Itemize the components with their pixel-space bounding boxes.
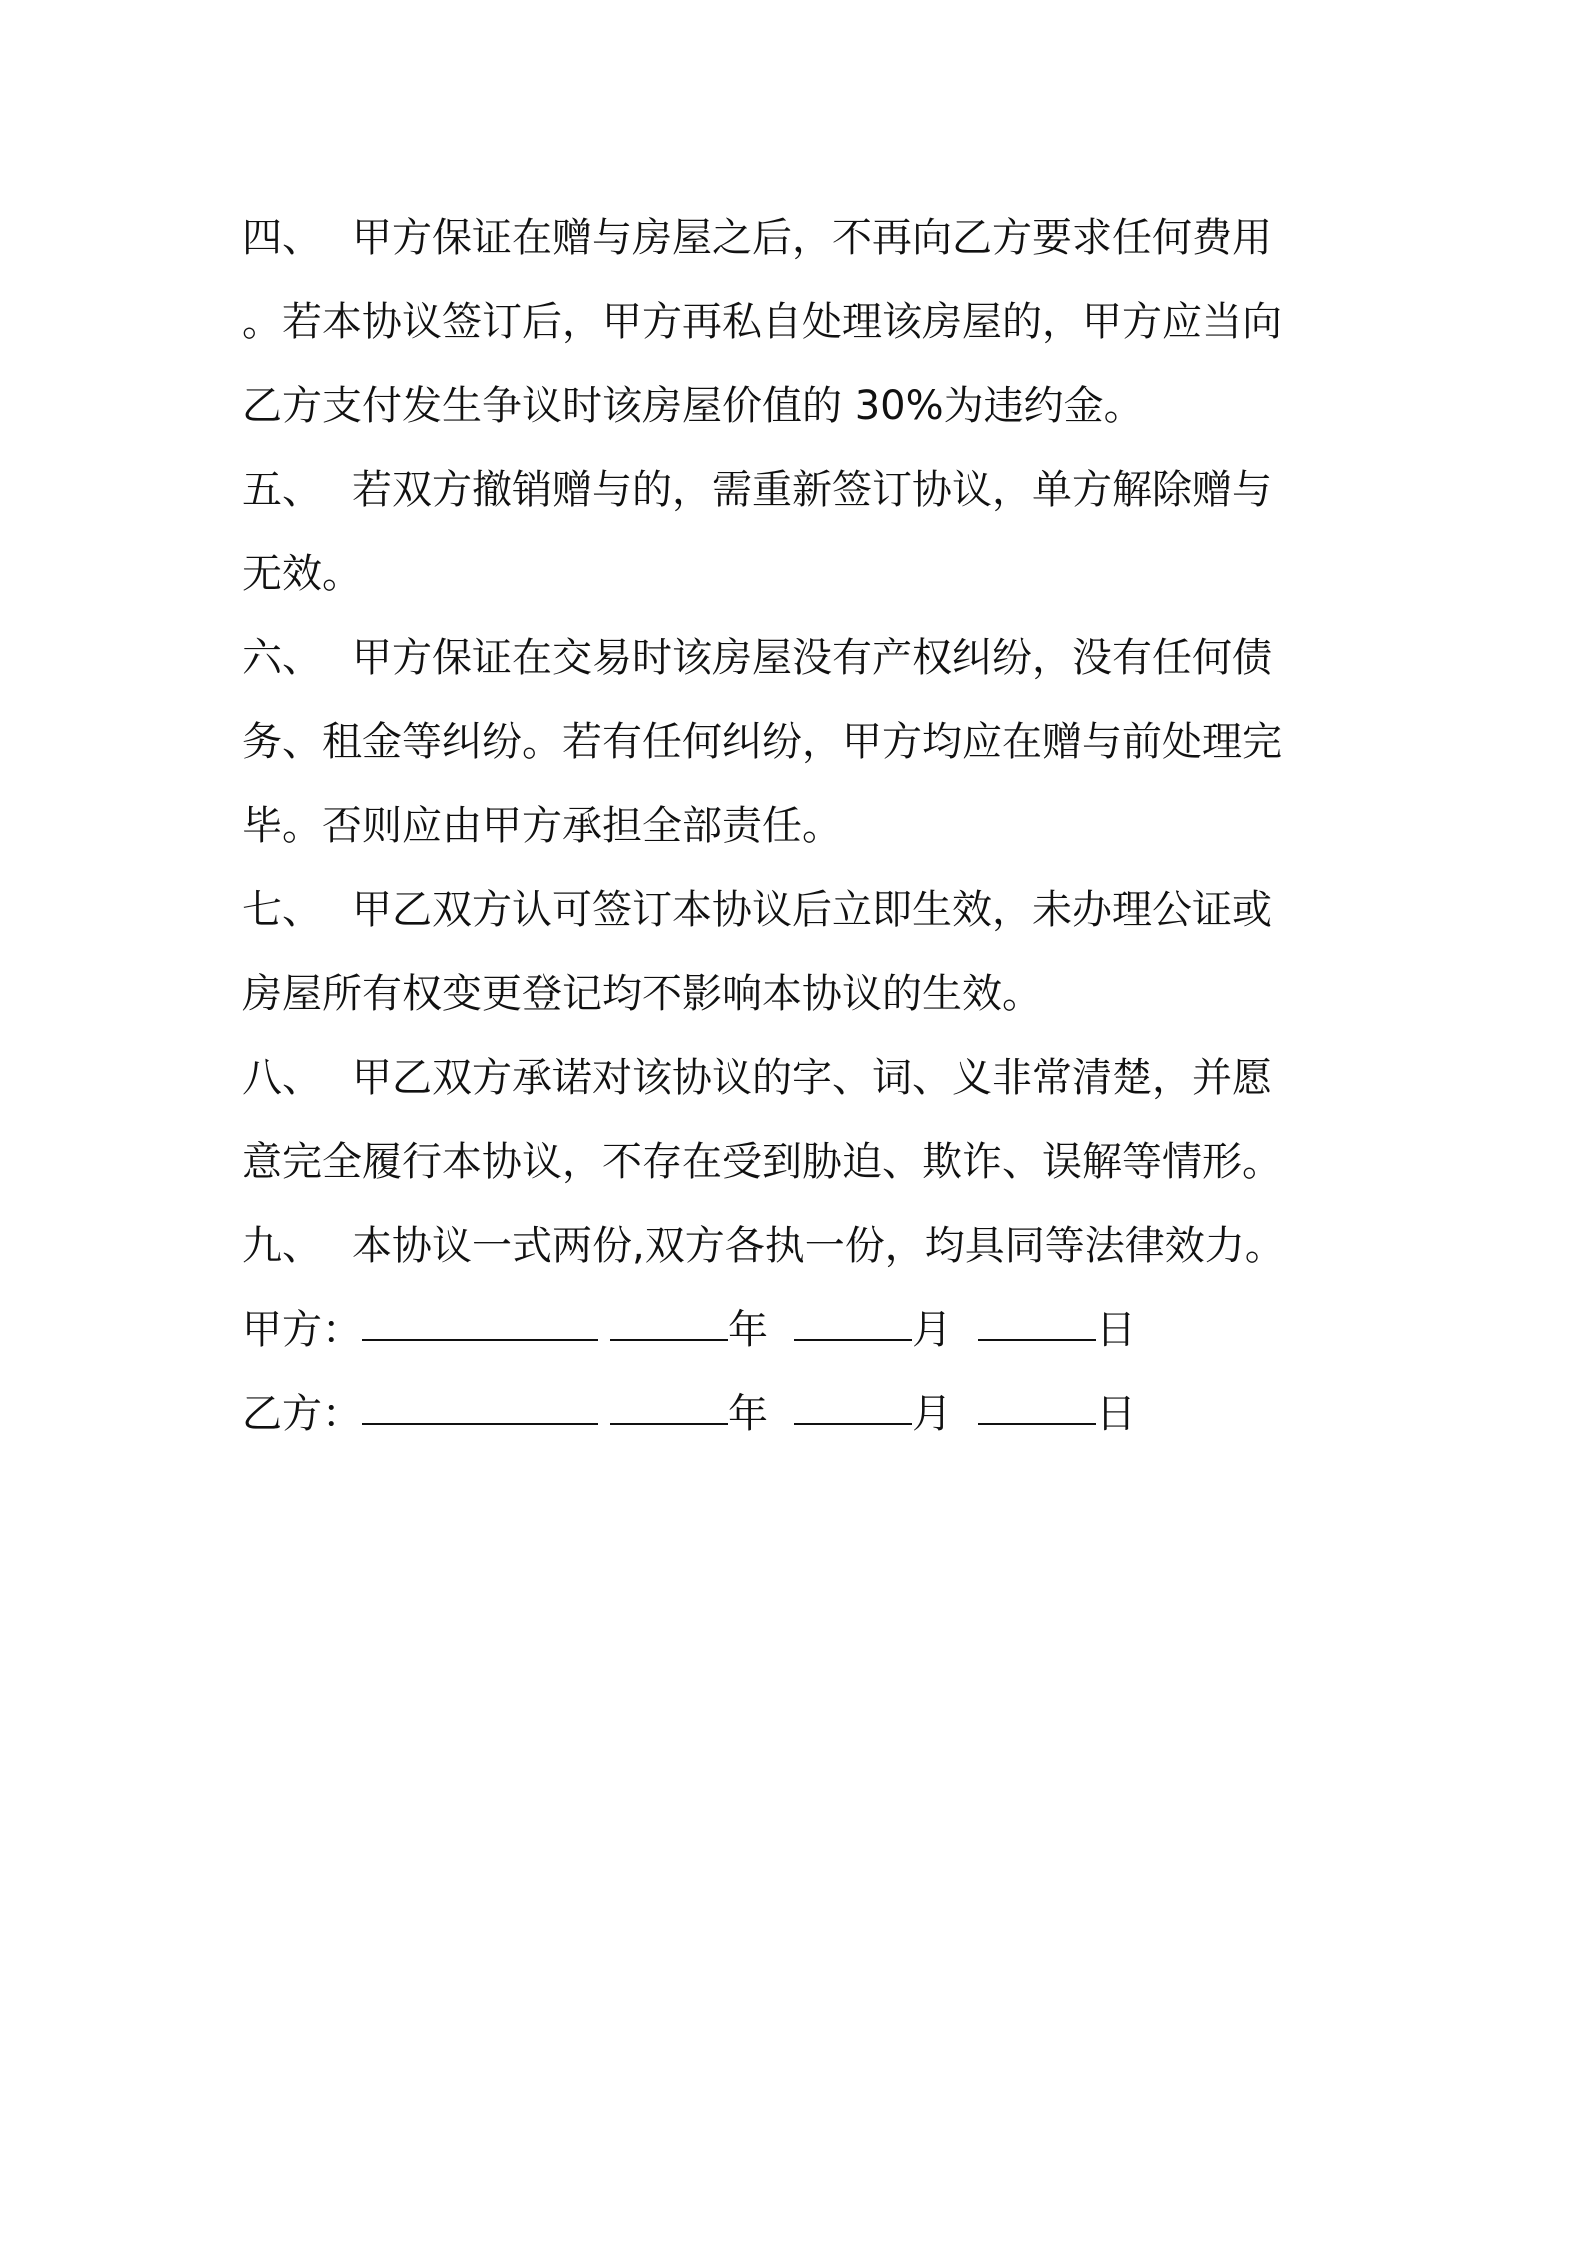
clause-number: 六、 xyxy=(242,635,322,681)
signature-blank[interactable] xyxy=(362,1383,598,1425)
day-blank[interactable] xyxy=(978,1299,1096,1341)
clause-text-line: 无效。 xyxy=(242,551,362,597)
clause-number: 八、 xyxy=(242,1055,322,1101)
clause-text-line: 毕。否则应由甲方承担全部责任。 xyxy=(242,803,842,849)
year-blank[interactable] xyxy=(610,1299,728,1341)
year-label: 年 xyxy=(728,1391,768,1437)
clause-text-line: 房屋所有权变更登记均不影响本协议的生效。 xyxy=(242,971,1042,1017)
month-blank[interactable] xyxy=(794,1299,912,1341)
month-label: 月 xyxy=(912,1307,952,1353)
month-label: 月 xyxy=(912,1391,952,1437)
document-page xyxy=(242,196,1362,1456)
clause-4 xyxy=(242,196,1362,448)
clause-text-line: 务、租金等纠纷。若有任何纠纷，甲方均应在赠与前处理完 xyxy=(242,719,1282,765)
day-label: 日 xyxy=(1096,1307,1136,1353)
signature-row-party-b xyxy=(242,1372,1362,1456)
clause-number: 七、 xyxy=(242,887,322,933)
clause-text-line: 甲方保证在交易时该房屋没有产权纠纷，没有任何债 xyxy=(352,635,1272,681)
clause-text-line: 意完全履行本协议，不存在受到胁迫、欺诈、误解等情形。 xyxy=(242,1139,1282,1185)
month-blank[interactable] xyxy=(794,1383,912,1425)
clause-7 xyxy=(242,868,1362,1036)
day-blank[interactable] xyxy=(978,1383,1096,1425)
clause-text-line: 甲方保证在赠与房屋之后，不再向乙方要求任何费用 xyxy=(352,215,1272,261)
clause-text-line: 乙方支付发生争议时该房屋价值的 30%为违约金。 xyxy=(242,383,1144,429)
signature-blank[interactable] xyxy=(362,1299,598,1341)
clause-9 xyxy=(242,1204,1362,1288)
clause-number: 九、 xyxy=(242,1223,322,1269)
clause-6 xyxy=(242,616,1362,868)
clause-text-line: 甲乙双方认可签订本协议后立即生效，未办理公证或 xyxy=(352,887,1272,933)
clause-text-line: 若双方撤销赠与的，需重新签订协议，单方解除赠与 xyxy=(352,467,1272,513)
clause-8 xyxy=(242,1036,1362,1204)
clause-number: 五、 xyxy=(242,467,322,513)
year-label: 年 xyxy=(728,1307,768,1353)
party-label: 甲方： xyxy=(242,1307,362,1353)
clause-number: 四、 xyxy=(242,215,322,261)
party-label: 乙方： xyxy=(242,1391,362,1437)
day-label: 日 xyxy=(1096,1391,1136,1437)
clause-5 xyxy=(242,448,1362,616)
clause-text-line: 本协议一式两份,双方各执一份，均具同等法律效力。 xyxy=(352,1223,1285,1269)
clause-text-line: 。若本协议签订后，甲方再私自处理该房屋的，甲方应当向 xyxy=(242,299,1282,345)
clause-text-line: 甲乙双方承诺对该协议的字、词、义非常清楚，并愿 xyxy=(352,1055,1272,1101)
signature-row-party-a xyxy=(242,1288,1362,1372)
year-blank[interactable] xyxy=(610,1383,728,1425)
